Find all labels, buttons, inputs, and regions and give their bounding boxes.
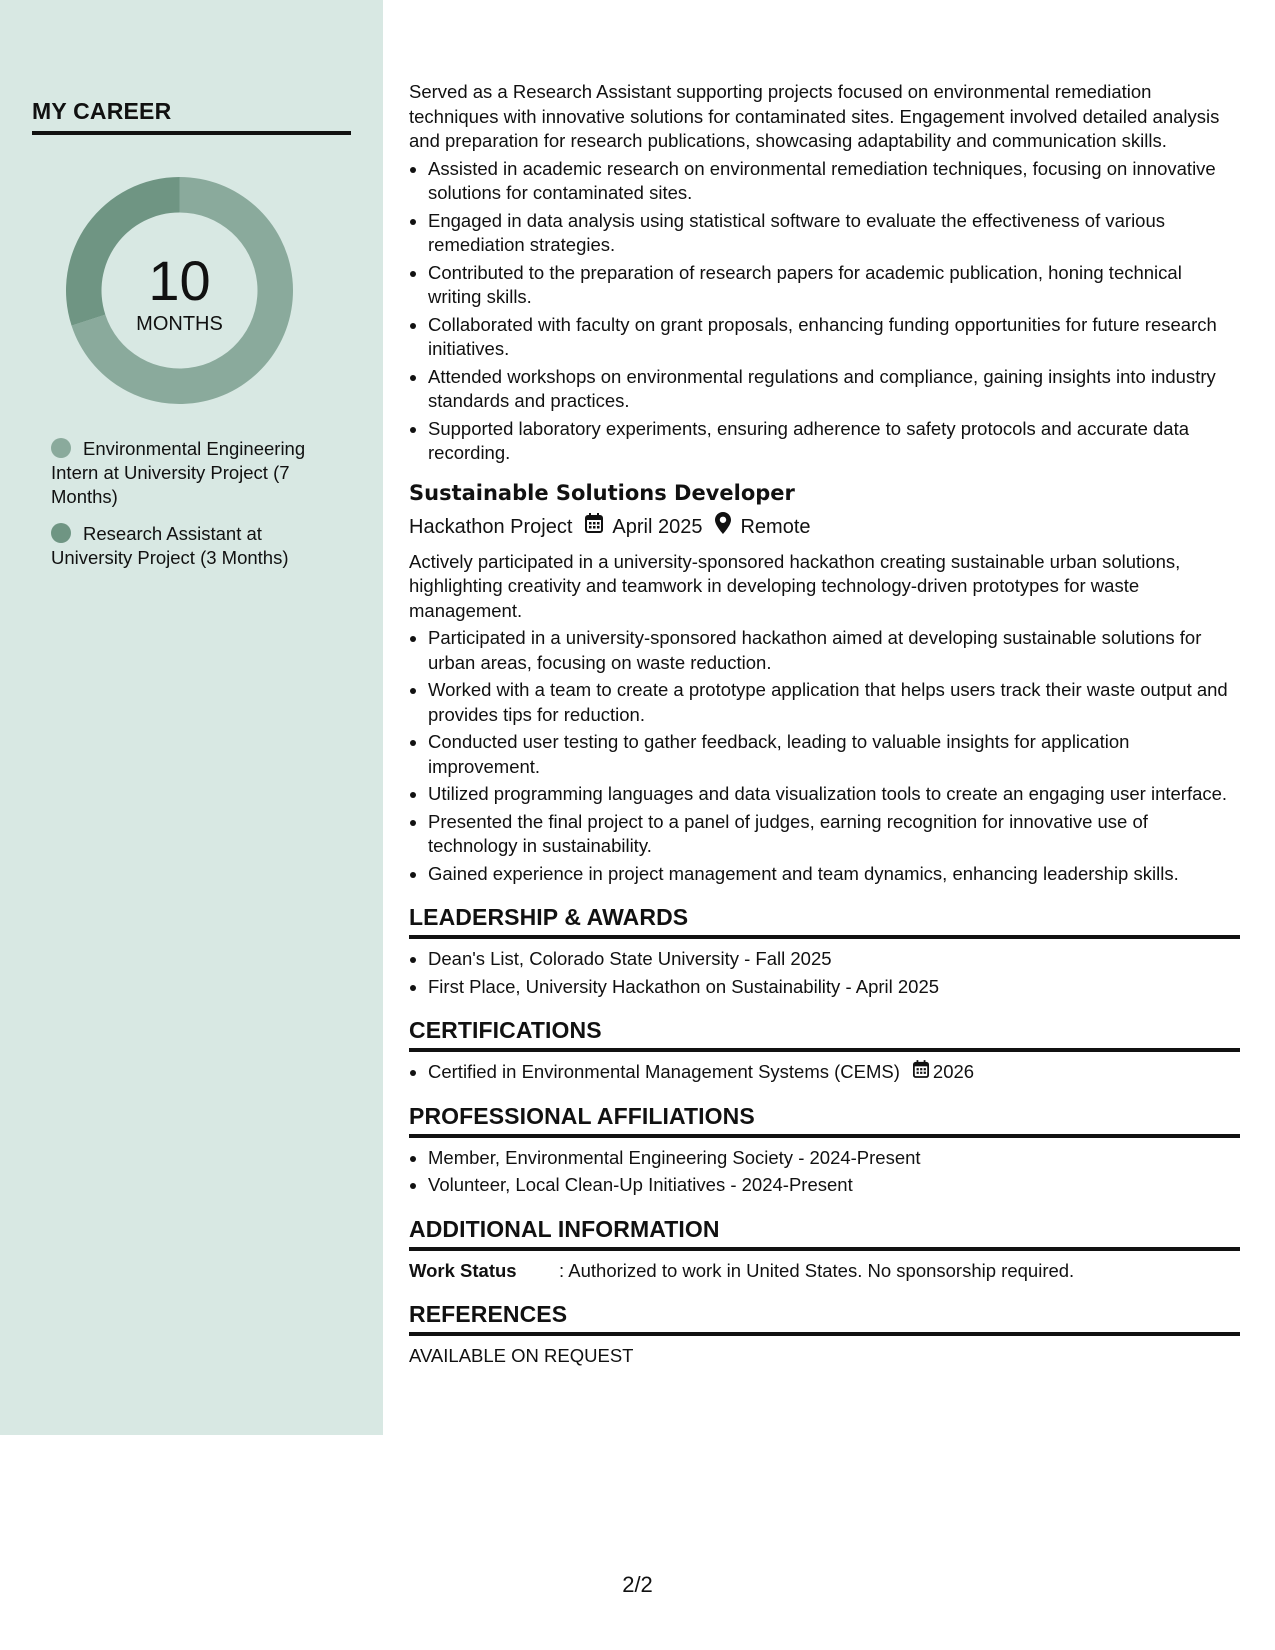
career-item xyxy=(51,522,331,570)
affiliations-list xyxy=(409,1146,1240,1198)
job-summary: Actively participated in a university-sponsored hackathon creating sustainable urban solutions, highlighting creativity and teamwork in developing technology-driven prototypes for waste management. xyxy=(409,550,1181,621)
cert-year: 2026 xyxy=(932,1061,975,1082)
career-heading: MY CAREER xyxy=(32,98,351,135)
donut-center xyxy=(66,177,293,404)
info-label: Work Status xyxy=(409,1259,517,1281)
list-item xyxy=(428,1060,1240,1085)
section-heading-certifications: CERTIFICATIONS xyxy=(409,1017,1240,1052)
job-date: April 2025 xyxy=(612,515,703,538)
info-row xyxy=(409,1259,1240,1283)
section-heading-leadership: LEADERSHIP & AWARDS xyxy=(409,904,1240,939)
total-months-number: 10 xyxy=(148,248,211,312)
cert-name: • Certified in Environmental Management Systems (CEMS) xyxy=(428,1061,900,1082)
info-value: : Authorized to work in United States. No sponsorship required. xyxy=(559,1259,1075,1281)
list-item: • Dean's List, Colorado State University - Fall 2025 xyxy=(428,947,1240,972)
career-item xyxy=(51,437,331,509)
list-item: • Contributed to the preparation of research papers for academic publication, honing technical writing skills. xyxy=(428,261,1240,310)
certifications-list xyxy=(409,1060,1240,1085)
list-item: • Presented the final project to a panel of judges, earning recognition for innovative use of technology in sustainability. xyxy=(428,810,1240,859)
section-heading-additional: ADDITIONAL INFORMATION xyxy=(409,1216,1240,1251)
list-item: • Member, Environmental Engineering Society - 2024-Present xyxy=(428,1146,1240,1171)
map-pin-icon xyxy=(715,512,731,542)
job-meta xyxy=(409,512,1240,542)
calendar-icon xyxy=(585,513,603,541)
main-content xyxy=(409,80,1240,1368)
list-item: • Collaborated with faculty on grant proposals, enhancing funding opportunities for future research initiatives. xyxy=(428,313,1240,362)
references-text: AVAILABLE ON REQUEST xyxy=(409,1344,634,1366)
section-heading-affiliations: PROFESSIONAL AFFILIATIONS xyxy=(409,1103,1240,1138)
job-title: Sustainable Solutions Developer xyxy=(409,480,795,505)
list-item: • Attended workshops on environmental regulations and compliance, gaining insights into industry standards and practices. xyxy=(428,365,1240,414)
list-item: • Engaged in data analysis using statistical software to evaluate the effectiveness of various remediation strategies. xyxy=(428,209,1240,258)
legend-dot xyxy=(51,438,71,458)
leadership-list xyxy=(409,947,1240,999)
list-item: • Utilized programming languages and data visualization tools to create an engaging user interface. xyxy=(428,782,1240,807)
list-item: • Assisted in academic research on environmental remediation techniques, focusing on innovative solutions for contaminated sites. xyxy=(428,157,1240,206)
intro-summary: Served as a Research Assistant supporting projects focused on environmental remediation techniques with innovative solutions for contaminated sites. Engagement involved detailed analysis and preparation for research publications, showcasing adaptability and communication skills. xyxy=(409,81,1220,151)
cert-row xyxy=(428,1060,1240,1085)
calendar-icon xyxy=(913,1060,929,1085)
career-item-text: Research Assistant at University Project (3 Months) xyxy=(51,523,289,568)
list-item: • First Place, University Hackathon on Sustainability - April 2025 xyxy=(428,975,1240,1000)
job-company: Hackathon Project xyxy=(409,515,573,538)
intro-bullets xyxy=(409,157,1240,466)
job-bullets xyxy=(409,626,1240,886)
career-item-text: Environmental Engineering Intern at University Project (7 Months) xyxy=(51,438,306,507)
job-location: Remote xyxy=(740,515,811,538)
list-item: • Worked with a team to create a prototype application that helps users track their waste output and provides tips for reduction. xyxy=(428,678,1240,727)
total-months-unit: MONTHS xyxy=(136,312,223,335)
list-item: • Conducted user testing to gather feedback, leading to valuable insights for application improvement. xyxy=(428,730,1240,779)
list-item: • Gained experience in project management and team dynamics, enhancing leadership skills. xyxy=(428,862,1240,887)
career-donut-chart xyxy=(66,177,293,404)
section-heading-references: REFERENCES xyxy=(409,1301,1240,1336)
list-item: • Supported laboratory experiments, ensuring adherence to safety protocols and accurate data recording. xyxy=(428,417,1240,466)
career-list xyxy=(51,437,331,583)
legend-dot xyxy=(51,523,71,543)
sidebar xyxy=(0,0,383,1435)
page-number: 2/2 xyxy=(622,1572,653,1597)
list-item: • Volunteer, Local Clean-Up Initiatives - 2024-Present xyxy=(428,1173,1240,1198)
list-item: • Participated in a university-sponsored hackathon aimed at developing sustainable solutions for urban areas, focusing on waste reduction. xyxy=(428,626,1240,675)
